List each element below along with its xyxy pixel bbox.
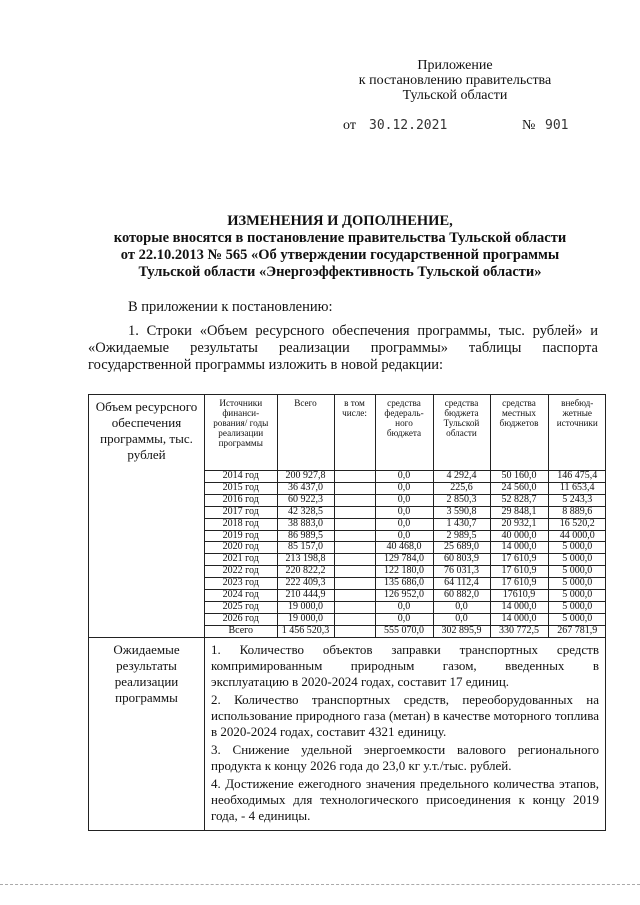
cell-local: 29 848,1	[490, 506, 548, 518]
cell-fed: 135 686,0	[375, 578, 433, 590]
cell-local: 14 000,0	[490, 542, 548, 554]
cell-reg: 0,0	[433, 613, 490, 625]
cell-empty	[334, 494, 375, 506]
title-line-3: от 22.10.2013 № 565 «Об утверждении государственной программы	[120, 247, 560, 263]
cell-local: 17 610,9	[490, 566, 548, 578]
finance-row	[205, 530, 606, 542]
cell-year: 2017 год	[205, 506, 277, 518]
finance-row	[205, 590, 606, 602]
finance-row	[205, 601, 606, 613]
header-sources: Источники финанси-рования/ годы реализации программы	[205, 395, 277, 471]
cell-extra: 5 000,0	[548, 542, 606, 554]
cell-extra: 267 781,9	[548, 625, 606, 636]
cell-extra: 146 475,4	[548, 471, 606, 483]
cell-reg: 4 292,4	[433, 471, 490, 483]
title-line-4: Тульской области «Энергоэффективность Тульской области»	[138, 264, 542, 280]
cell-fed: 0,0	[375, 518, 433, 530]
cell-total: 19 000,0	[277, 613, 334, 625]
finance-row	[205, 506, 606, 518]
registration-date: 30.12.2021	[369, 118, 448, 133]
cell-fed: 126 952,0	[375, 590, 433, 602]
cell-empty	[334, 625, 375, 636]
cell-extra: 44 000,0	[548, 530, 606, 542]
cell-local: 50 160,0	[490, 471, 548, 483]
cell-reg: 64 112,4	[433, 578, 490, 590]
cell-empty	[334, 518, 375, 530]
annex-line-1: Приложение	[417, 58, 493, 73]
title-line-2: которые вносятся в постановление правительства Тульской области	[113, 230, 567, 246]
date-prefix: от	[343, 118, 356, 133]
annex-line-2: к постановлению правительства	[358, 73, 552, 88]
cell-year: Всего	[228, 624, 254, 636]
cell-fed: 40 468,0	[375, 542, 433, 554]
cell-empty	[334, 554, 375, 566]
cell-reg: 3 590,8	[433, 506, 490, 518]
cell-reg: 60 803,9	[433, 554, 490, 566]
header-total: Всего	[277, 395, 334, 471]
finance-table	[205, 395, 606, 637]
cell-local: 14 000,0	[490, 601, 548, 613]
cell-year: 2020 год	[205, 542, 277, 554]
cell-extra: 8 889,6	[548, 506, 606, 518]
finance-row	[205, 471, 606, 483]
cell-empty	[334, 613, 375, 625]
cell-extra: 5 243,3	[548, 494, 606, 506]
cell-fed: 122 180,0	[375, 566, 433, 578]
cell-extra: 5 000,0	[548, 601, 606, 613]
results-cell	[205, 637, 606, 830]
cell-extra: 11 653,4	[548, 482, 606, 494]
cell-total: 200 927,8	[277, 471, 334, 483]
header-including: в том числе:	[334, 395, 375, 471]
annex-header	[355, 58, 555, 103]
cell-fed: 0,0	[375, 471, 433, 483]
finance-row	[205, 554, 606, 566]
passport-table	[88, 394, 606, 831]
cell-empty	[334, 590, 375, 602]
result-1-line-1: 1. Количество объектов заправки транспортных средств	[211, 641, 599, 657]
cell-total: 85 157,0	[277, 542, 334, 554]
cell-local: 17 610,9	[490, 578, 548, 590]
cell-year: 2024 год	[205, 590, 277, 602]
finance-row	[205, 494, 606, 506]
cell-year: 2023 год	[205, 578, 277, 590]
cell-total: 42 328,5	[277, 506, 334, 518]
intro-paragraph: В приложении к постановлению:	[128, 299, 333, 315]
result-item-2: 2. Количество транспортных средств, переоборудованных на использование природного газа (метан) в качестве моторного топлива в 2020-2024 годах, составит 4321 единицу.	[211, 691, 599, 739]
cell-empty	[334, 482, 375, 494]
cell-year: 2022 год	[205, 566, 277, 578]
cell-empty	[334, 542, 375, 554]
cell-empty	[334, 578, 375, 590]
finance-row	[205, 482, 606, 494]
cell-reg: 2 850,3	[433, 494, 490, 506]
cell-year: 2021 год	[205, 554, 277, 566]
cell-local: 24 560,0	[490, 482, 548, 494]
finance-header-row	[205, 395, 606, 471]
cell-fed: 555 070,0	[375, 625, 433, 636]
cell-fed: 0,0	[375, 506, 433, 518]
cell-local: 17610,9	[490, 590, 548, 602]
result-item-1	[211, 642, 599, 690]
cell-empty	[334, 566, 375, 578]
cell-reg: 225,6	[433, 482, 490, 494]
cell-extra: 16 520,2	[548, 518, 606, 530]
finance-row	[205, 542, 606, 554]
result-1-line-2: компримированным природным газом, введенных в	[211, 657, 599, 673]
result-item-3: 3. Снижение удельной энергоемкости валового регионального продукта к концу 2026 года до 23,0 кг у.т./тыс. рублей.	[211, 741, 599, 773]
result-1-line-3: эксплуатацию в 2020-2024 годах, составит 17 единиц.	[211, 673, 510, 689]
cell-local: 40 000,0	[490, 530, 548, 542]
registration-number: 901	[545, 118, 569, 133]
number-prefix: №	[522, 118, 536, 133]
cell-reg: 1 430,7	[433, 518, 490, 530]
cell-extra: 5 000,0	[548, 613, 606, 625]
cell-empty	[334, 530, 375, 542]
point-1-paragraph	[88, 323, 598, 374]
cell-empty	[334, 471, 375, 483]
title-line-1: ИЗМЕНЕНИЯ И ДОПОЛНЕНИЕ,	[227, 213, 453, 229]
cell-fed: 0,0	[375, 613, 433, 625]
cell-total: 60 922,3	[277, 494, 334, 506]
cell-extra: 5 000,0	[548, 590, 606, 602]
document-title	[60, 213, 620, 281]
cell-total: 36 437,0	[277, 482, 334, 494]
cell-year: 2026 год	[205, 613, 277, 625]
cell-total: 213 198,8	[277, 554, 334, 566]
header-federal: средства федераль-ного бюджета	[375, 395, 433, 471]
cell-reg: 25 689,0	[433, 542, 490, 554]
cell-fed: 129 784,0	[375, 554, 433, 566]
cell-total: 38 883,0	[277, 518, 334, 530]
cell-reg: 76 031,3	[433, 566, 490, 578]
cell-reg: 302 895,9	[433, 625, 490, 636]
cell-total: 222 409,3	[277, 578, 334, 590]
cell-total: 220 822,2	[277, 566, 334, 578]
cell-year: 2018 год	[205, 518, 277, 530]
header-extrabudget: внебюд-жетные источники	[548, 395, 606, 471]
finance-row	[205, 578, 606, 590]
result-item-4: 4. Достижение ежегодного значения предельного количества этапов, необходимых для технологического присоединения к концу 2019 года, - 4 единицы.	[211, 775, 599, 823]
cell-total: 86 989,5	[277, 530, 334, 542]
cell-extra: 5 000,0	[548, 554, 606, 566]
cell-extra: 5 000,0	[548, 566, 606, 578]
point1-line-1: 1. Строки «Объем ресурсного обеспечения программы, тыс. рублей» и	[128, 323, 598, 339]
point1-line-3: государственной программы изложить в новой редакции:	[88, 357, 444, 373]
cell-extra: 5 000,0	[548, 578, 606, 590]
resource-label: Объем ресурсного обеспечения программы, тыс. рублей	[89, 395, 205, 638]
header-regional: средства бюджета Тульской области	[433, 395, 490, 471]
cell-total: 1 456 520,3	[277, 625, 334, 636]
cell-total: 210 444,9	[277, 590, 334, 602]
finance-row	[205, 613, 606, 625]
header-local: средства местных бюджетов	[490, 395, 548, 471]
cell-local: 17 610,9	[490, 554, 548, 566]
finance-row	[205, 566, 606, 578]
cell-local: 20 932,1	[490, 518, 548, 530]
cell-empty	[334, 506, 375, 518]
cell-reg: 2 989,5	[433, 530, 490, 542]
cell-local: 52 828,7	[490, 494, 548, 506]
cell-fed: 0,0	[375, 494, 433, 506]
page-edge-artifact	[0, 884, 640, 887]
cell-year: 2025 год	[205, 601, 277, 613]
annex-line-3: Тульской области	[402, 88, 508, 103]
cell-fed: 0,0	[375, 530, 433, 542]
point1-line-2: «Ожидаемые результаты реализации программы» таблицы паспорта	[88, 340, 598, 356]
cell-local: 330 772,5	[490, 625, 548, 636]
cell-reg: 60 882,0	[433, 590, 490, 602]
finance-row	[205, 518, 606, 530]
cell-year: 2019 год	[205, 530, 277, 542]
cell-local: 14 000,0	[490, 613, 548, 625]
cell-empty	[334, 601, 375, 613]
results-label: Ожидаемые результаты реализации программы	[89, 637, 205, 830]
cell-fed: 0,0	[375, 601, 433, 613]
cell-year: 2015 год	[205, 482, 277, 494]
cell-fed: 0,0	[375, 482, 433, 494]
cell-reg: 0,0	[433, 601, 490, 613]
finance-total-row	[205, 625, 606, 636]
cell-year: 2016 год	[205, 494, 277, 506]
cell-total: 19 000,0	[277, 601, 334, 613]
cell-year: 2014 год	[205, 471, 277, 483]
